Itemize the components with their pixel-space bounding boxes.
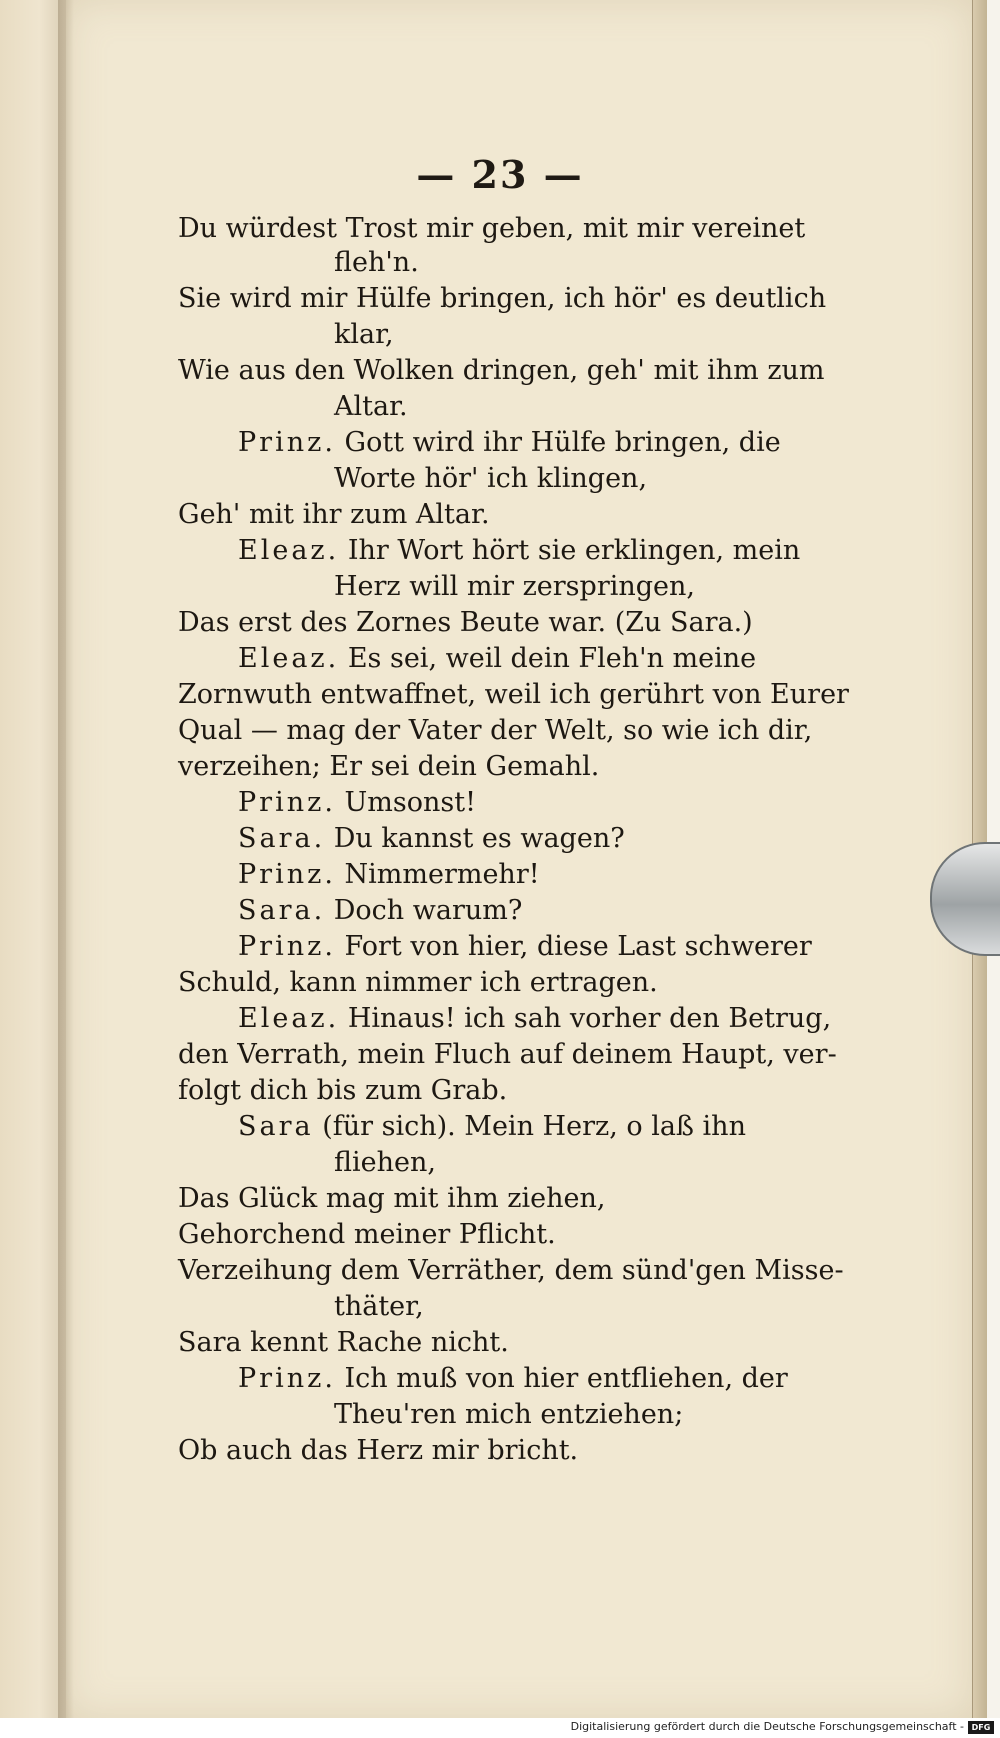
speaker-name: Prinz. (238, 787, 336, 818)
speaker-name: Prinz. (238, 427, 336, 458)
speaker-name: Sara. (238, 895, 326, 926)
footer-bar (0, 1718, 1000, 1738)
speaker-name: Eleaz. (238, 535, 340, 566)
page-number: — 23 — (416, 152, 584, 197)
text-line: Schuld, kann nimmer ich ertragen. (178, 967, 658, 998)
text-line: Gehorchend meiner Pflicht. (178, 1219, 556, 1250)
text-line: Sara (für sich). Mein Herz, o laß ihn (238, 1111, 746, 1142)
speaker-name: Prinz. (238, 859, 336, 890)
text-line: klar, (334, 319, 394, 350)
text-line: Zornwuth entwaffnet, weil ich gerührt von Eurer (178, 679, 849, 710)
text-line: Sara. Du kannst es wagen? (238, 823, 625, 854)
text-line: Du würdest Trost mir geben, mit mir vereinet (178, 213, 806, 244)
dfg-logo: DFG (968, 1721, 994, 1734)
funding-credit: Digitalisierung gefördert durch die Deutsche Forschungsgemeinschaft - (570, 1720, 964, 1733)
text-line: Sara. Doch warum? (238, 895, 523, 926)
text-line: Geh' mit ihr zum Altar. (178, 499, 490, 530)
text-line: Prinz. Fort von hier, diese Last schwerer (238, 931, 812, 962)
text-line: Eleaz. Hinaus! ich sah vorher den Betrug, (238, 1003, 832, 1034)
text-line: fleh'n. (334, 247, 419, 278)
text-line: Verzeihung dem Verräther, dem sünd'gen Misse- (178, 1255, 844, 1286)
text-line: thäter, (334, 1291, 424, 1322)
text-line: Eleaz. Es sei, weil dein Fleh'n meine (238, 643, 757, 674)
text-line: Sie wird mir Hülfe bringen, ich hör' es deutlich (178, 283, 827, 314)
text-line: Prinz. Umsonst! (238, 787, 476, 818)
speaker-name: Sara (238, 1111, 314, 1142)
text-line: Sara kennt Rache nicht. (178, 1327, 509, 1358)
text-line: Prinz. Gott wird ihr Hülfe bringen, die (238, 427, 781, 458)
text-line: Das Glück mag mit ihm ziehen, (178, 1183, 606, 1214)
text-line: Ob auch das Herz mir bricht. (178, 1435, 579, 1466)
text-line: Eleaz. Ihr Wort hört sie erklingen, mein (238, 535, 801, 566)
text-line: fliehen, (334, 1147, 436, 1178)
text-line: Prinz. Nimmermehr! (238, 859, 540, 890)
speaker-name: Eleaz. (238, 1003, 340, 1034)
text-line: den Verrath, mein Fluch auf deinem Haupt, ver- (178, 1039, 837, 1070)
text-line: Worte hör' ich klingen, (334, 463, 648, 494)
speaker-name: Sara. (238, 823, 326, 854)
text-line: Prinz. Ich muß von hier entfliehen, der (238, 1363, 788, 1394)
text-line: Altar. (334, 391, 408, 422)
speaker-name: Eleaz. (238, 643, 340, 674)
text-line: folgt dich bis zum Grab. (178, 1075, 508, 1106)
speaker-name: Prinz. (238, 931, 336, 962)
text-line: Das erst des Zornes Beute war. (Zu Sara.) (178, 607, 753, 638)
text-line: Qual — mag der Vater der Welt, so wie ich dir, (178, 715, 813, 746)
speaker-name: Prinz. (238, 1363, 336, 1394)
text-line: Wie aus den Wolken dringen, geh' mit ihm zum (178, 355, 825, 386)
text-line: verzeihen; Er sei dein Gemahl. (178, 751, 600, 782)
text-line: Herz will mir zerspringen, (334, 571, 695, 602)
text-line: Theu'ren mich entziehen; (334, 1399, 684, 1430)
